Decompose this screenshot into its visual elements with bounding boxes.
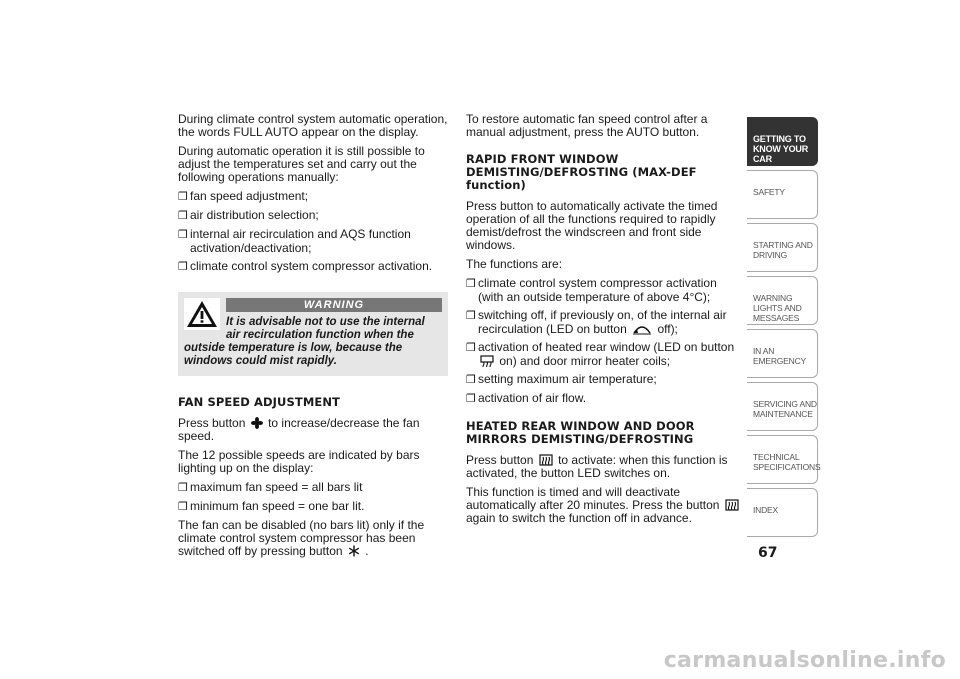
tab-safety[interactable]: SAFETY (747, 170, 818, 219)
paragraph: This function is timed and will deactivate automatically after 20 minutes. Press the button again to switch the function off in advance. (466, 486, 742, 525)
right-column (466, 113, 742, 531)
list-item: ❒ climate control system compressor activation. (178, 259, 433, 273)
section-heading: FAN SPEED ADJUSTMENT (178, 395, 340, 409)
paragraph: To restore automatic fan speed control after a manual adjustment, press the AUTO button. (466, 112, 708, 139)
bullet-mark: ❒ (178, 482, 188, 494)
list-item: ❒ setting maximum air temperature; (466, 372, 657, 386)
bullet-mark: ❒ (466, 374, 476, 386)
list-item: ❒ activation of air flow. (466, 391, 587, 405)
rear-defrost-icon (480, 355, 494, 367)
rear-window-heater-icon (725, 499, 739, 511)
left-column (178, 113, 448, 564)
paragraph: During automatic operation it is still possible to adjust the temperatures set and carry out the following operations manually: (178, 144, 425, 184)
warning-title: WARNING (226, 298, 442, 312)
paragraph: During climate control system automatic operation, the words FULL AUTO appear on the display. (178, 112, 448, 139)
list-item: ❒ air distribution selection; (178, 208, 319, 222)
paragraph: The fan can be disabled (no bars lit) only if the climate control system compressor has been switched off by pressing button . (178, 518, 425, 558)
paragraph: The 12 possible speeds are indicated by bars lighting up on the display: (178, 448, 420, 475)
bullet-mark: ❒ (466, 278, 476, 290)
page-number: 67 (758, 545, 778, 561)
tab-getting-to-know-your-car[interactable]: GETTING TO KNOW YOUR CAR (747, 117, 818, 166)
fan-icon (251, 417, 263, 429)
list-item: ❒ activation of heated rear window (LED on button on) and door mirror heater coils; (466, 340, 735, 368)
bullet-mark: ❒ (178, 229, 188, 241)
section-heading: RAPID FRONT WINDOW DEMISTING/DEFROSTING (MAX-DEF function) (466, 152, 697, 192)
list-item: ❒ fan speed adjustment; (178, 189, 309, 203)
bullet-mark: ❒ (466, 310, 476, 322)
bullet-mark: ❒ (178, 191, 188, 203)
bullet-mark: ❒ (178, 501, 188, 513)
rear-window-heater-icon (539, 454, 553, 466)
section-heading: HEATED REAR WINDOW AND DOOR MIRRORS DEMISTING/DEFROSTING (466, 419, 695, 446)
compressor-snowflake-icon (348, 545, 360, 557)
tab-technical-specifications[interactable]: TECHNICAL SPECIFICATIONS (747, 435, 818, 484)
paragraph: Press button to activate: when this function is activated, the button LED switches on. (466, 453, 728, 480)
tab-in-an-emergency[interactable]: IN AN EMERGENCY (747, 329, 818, 378)
warning-text: It is advisable not to use the internal air recirculation function when the outside temperature is low, because the windows could mist rapidly. (184, 316, 425, 367)
tab-starting-and-driving[interactable]: STARTING AND DRIVING (747, 223, 818, 272)
list-item: ❒ internal air recirculation and AQS function activation/deactivation; (178, 227, 411, 255)
bullet-list (178, 190, 448, 274)
chapter-tabs (747, 117, 821, 541)
paragraph: Press button to increase/decrease the fan speed. (178, 416, 420, 443)
list-item: ❒ maximum fan speed = all bars lit (178, 480, 363, 494)
bullet-mark: ❒ (466, 393, 476, 405)
bullet-mark: ❒ (178, 210, 188, 222)
tab-servicing-and-maintenance[interactable]: SERVICING AND MAINTENANCE (747, 382, 818, 431)
list-item: ❒ switching off, if previously on, of the internal air recirculation (LED on button off); (466, 308, 727, 336)
warning-box (178, 292, 448, 376)
recirculation-icon (632, 323, 652, 335)
warning-triangle-icon (184, 298, 220, 330)
bullet-mark: ❒ (178, 261, 188, 273)
paragraph: Press button to automatically activate the timed operation of all the functions required to rapidly demist/defrost the windscreen and front side windows. (466, 199, 718, 252)
bullet-mark: ❒ (466, 342, 476, 354)
tab-warning-lights-and-messages[interactable]: WARNING LIGHTS AND MESSAGES (747, 276, 818, 325)
paragraph: The functions are: (466, 257, 563, 271)
list-item: ❒ minimum fan speed = one bar lit. (178, 499, 365, 513)
watermark: carmanualsonline.info (663, 648, 946, 673)
tab-index[interactable]: INDEX (747, 488, 818, 537)
list-item: ❒ climate control system compressor activation (with an outside temperature of above 4°C); (466, 276, 717, 304)
